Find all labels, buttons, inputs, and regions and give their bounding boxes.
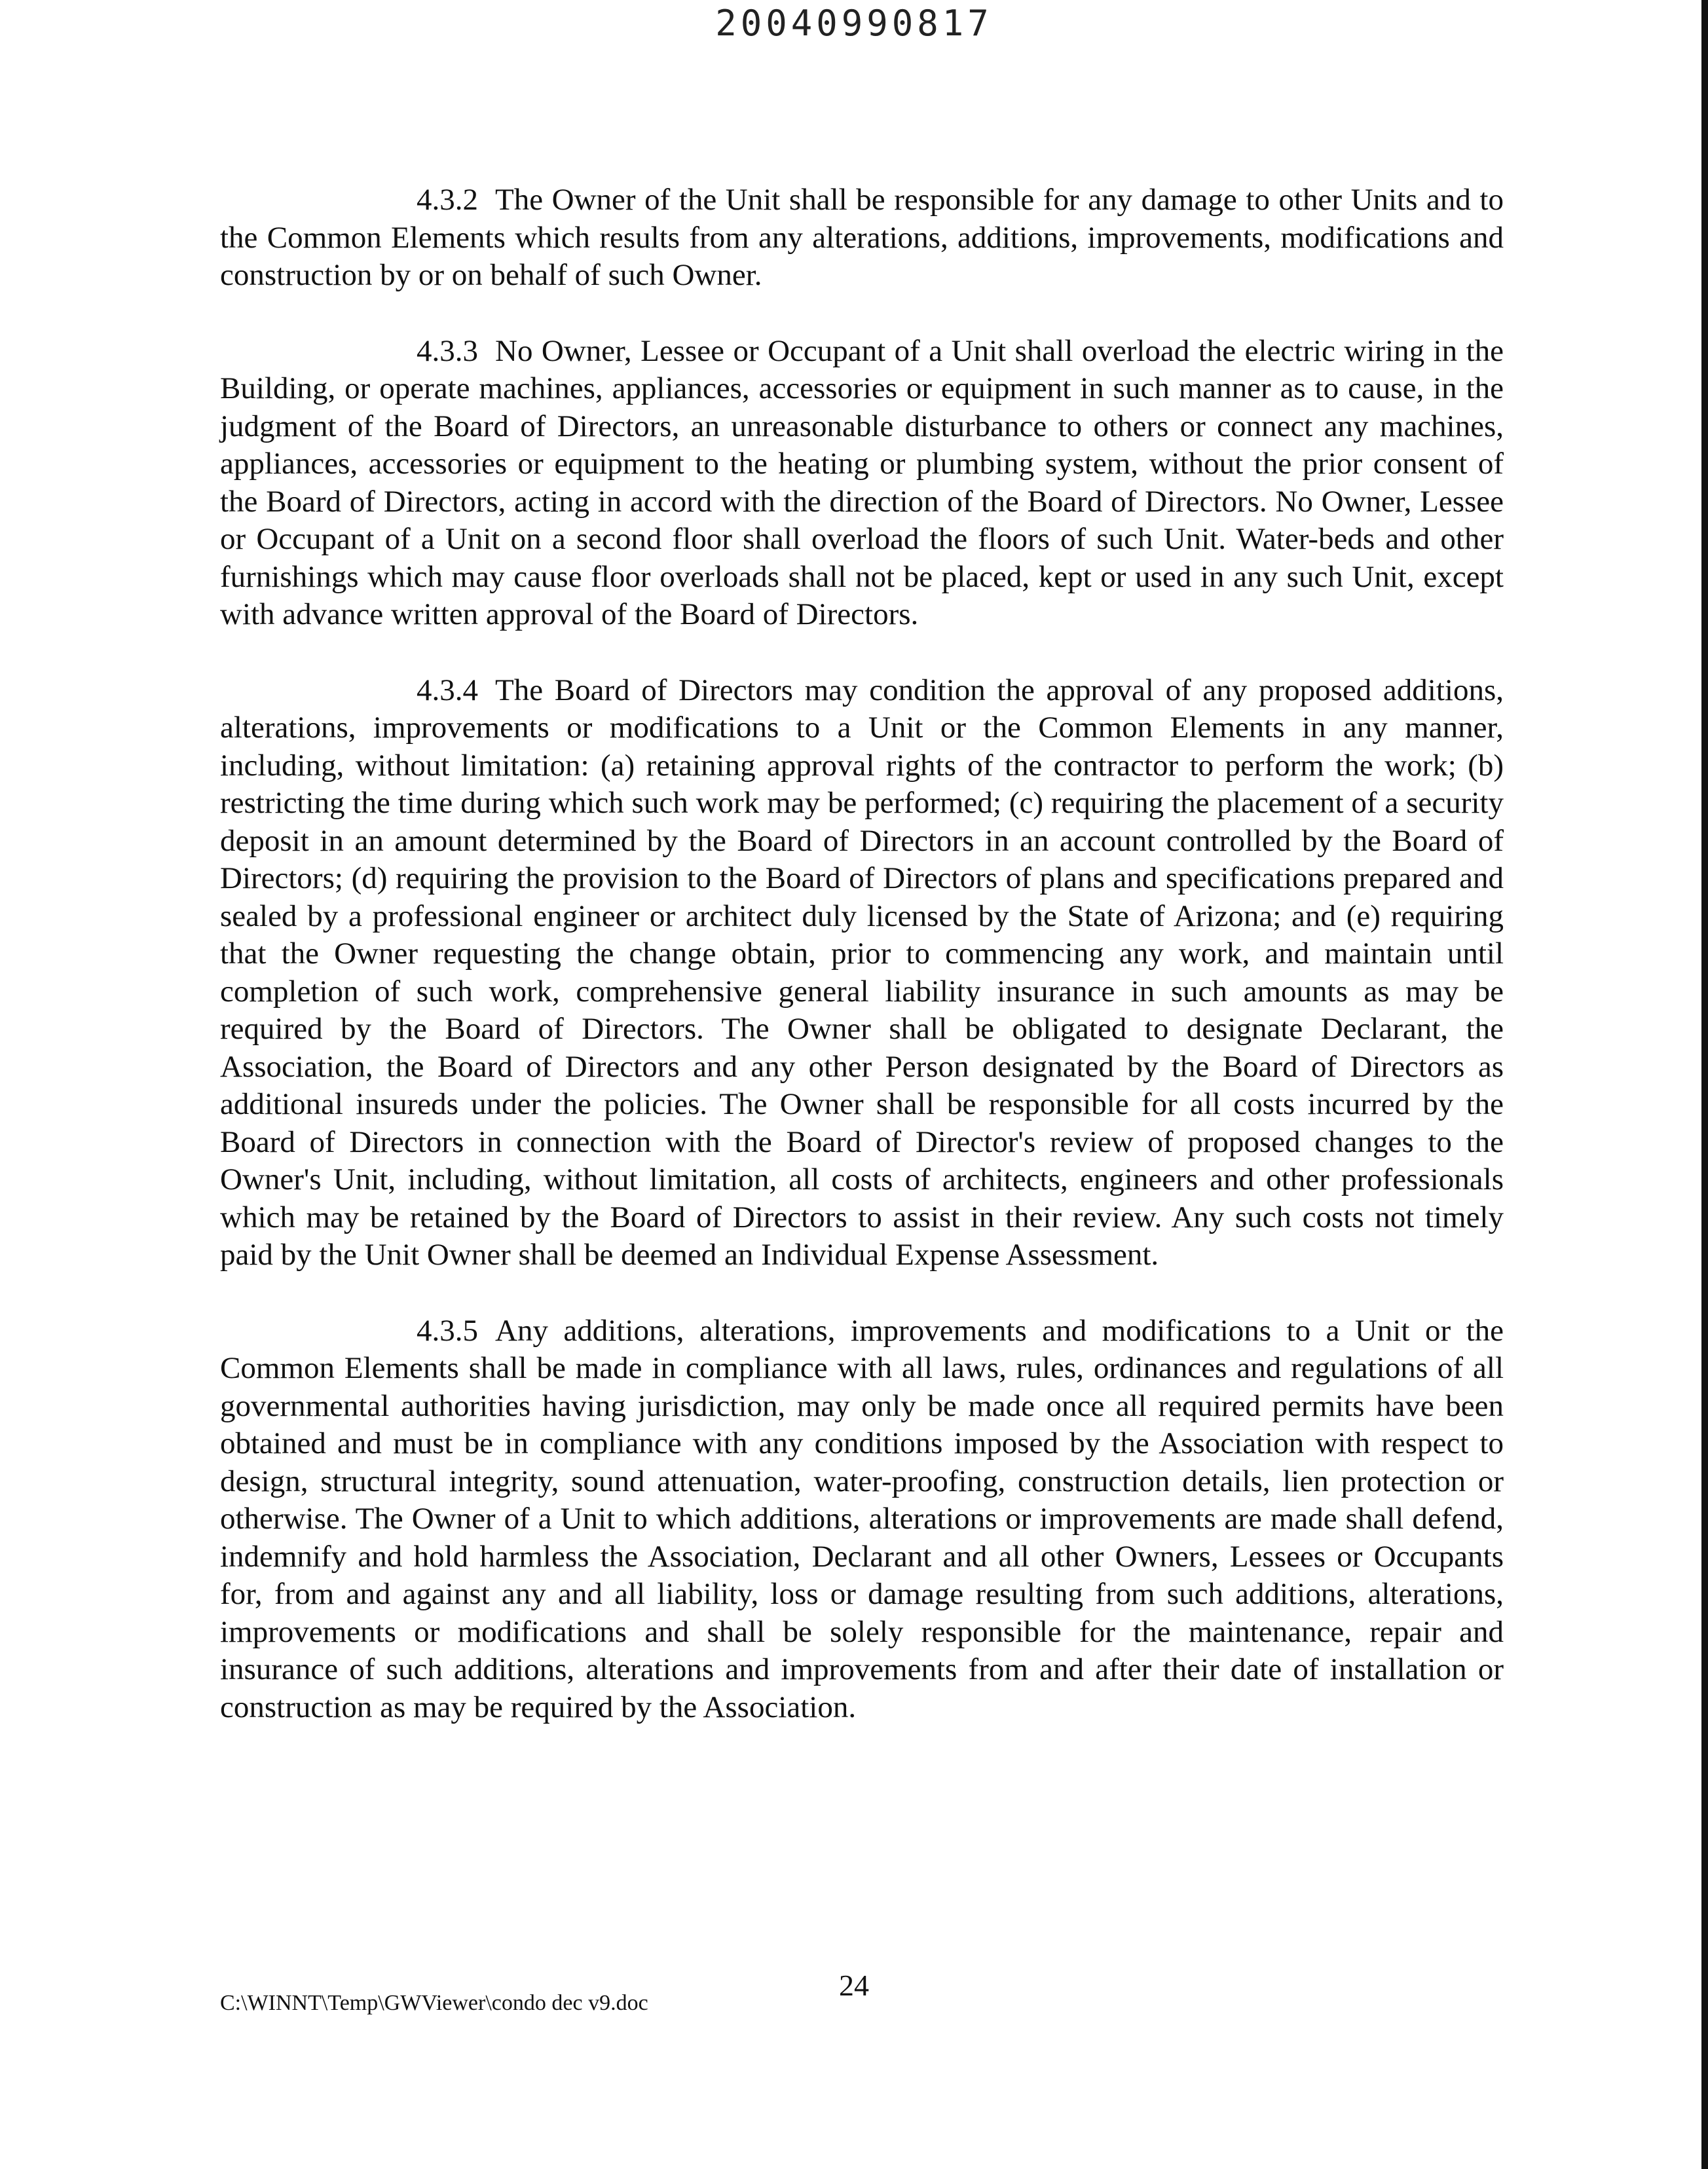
page-number: 24 bbox=[839, 1969, 869, 2002]
paragraph-text: The Board of Directors may condition the approval of any proposed additions, alterations, improvements or modifications to a Unit or the Common Elements in any manner, including, without limitation: (a) retaining approval rights of the contractor to perform the work; (b) restricting the time during which such work may be performed; (c) requiring the placement of a security deposit in an amount determined by the Board of Directors in an account controlled by the Board of Directors; (d) requiring the provision to the Board of Directors of plans and specifications prepared and sealed by a professional engineer or architect duly licensed by the State of Arizona; and (e) requiring that the Owner requesting the change obtain, prior to commencing any work, and maintain until completion of such work, comprehensive general liability insurance in such amounts as may be required by the Board of Directors. The Owner shall be obligated to designate Declarant, the Association, the Board of Directors and any other Person designated by the Board of Directors as additional insureds under the policies. The Owner shall be responsible for all costs incurred by the Board of Directors in connection with the Board of Director's review of proposed changes to the Owner's Unit, including, without limitation, all costs of architects, engineers and other professionals which may be retained by the Board of Directors to assist in their review. Any such costs not timely paid by the Unit Owner shall be deemed an Individual Expense Assessment. bbox=[220, 673, 1504, 1272]
section-number: 4.3.3 bbox=[417, 333, 478, 368]
paragraph-text: No Owner, Lessee or Occupant of a Unit shall overload the electric wiring in the Building, or operate machines, appliances, accessories or equipment in such manner as to cause, in the judgment of the Board of Directors, an unreasonable disturbance to others or connect any machines, appliances, accessories or equipment to the heating or plumbing system, without the prior consent of the Board of Directors, acting in accord with the direction of the Board of Directors. No Owner, Lessee or Occupant of a Unit on a second floor shall overload the floors of such Unit. Water-beds and other furnishings which may cause floor overloads shall not be placed, kept or used in any such Unit, except with advance written approval of the Board of Directors. bbox=[220, 333, 1504, 631]
paragraph-4-3-3 bbox=[220, 333, 1504, 634]
footer-file-path: C:\WINNT\Temp\GWViewer\condo dec v9.doc bbox=[220, 1991, 648, 2015]
scan-edge-line bbox=[1701, 0, 1708, 2169]
document-body bbox=[220, 181, 1504, 1764]
section-number: 4.3.5 bbox=[417, 1313, 478, 1348]
document-stamp-number: 20040990817 bbox=[715, 3, 993, 44]
section-number: 4.3.4 bbox=[417, 673, 478, 707]
paragraph-4-3-2 bbox=[220, 181, 1504, 295]
paragraph-4-3-5 bbox=[220, 1312, 1504, 1727]
section-number: 4.3.2 bbox=[417, 183, 478, 217]
paragraph-4-3-4 bbox=[220, 672, 1504, 1274]
paragraph-text: The Owner of the Unit shall be responsible for any damage to other Units and to the Common Elements which results from any alterations, additions, improvements, modifications and construction by or on behalf of such Owner. bbox=[220, 183, 1504, 292]
paragraph-text: Any additions, alterations, improvements and modifications to a Unit or the Common Elements shall be made in compliance with all laws, rules, ordinances and regulations of all governmental authorities having jurisdiction, may only be made once all required permits have been obtained and must be in compliance with any conditions imposed by the Association with respect to design, structural integrity, sound attenuation, water-proofing, construction details, lien protection or otherwise. The Owner of a Unit to which additions, alterations or improvements are made shall defend, indemnify and hold harmless the Association, Declarant and all other Owners, Lessees or Occupants for, from and against any and all liability, loss or damage resulting from such additions, alterations, improvements or modifications and shall be solely responsible for the maintenance, repair and insurance of such additions, alterations and improvements from and after their date of installation or construction as may be required by the Association. bbox=[220, 1313, 1504, 1724]
